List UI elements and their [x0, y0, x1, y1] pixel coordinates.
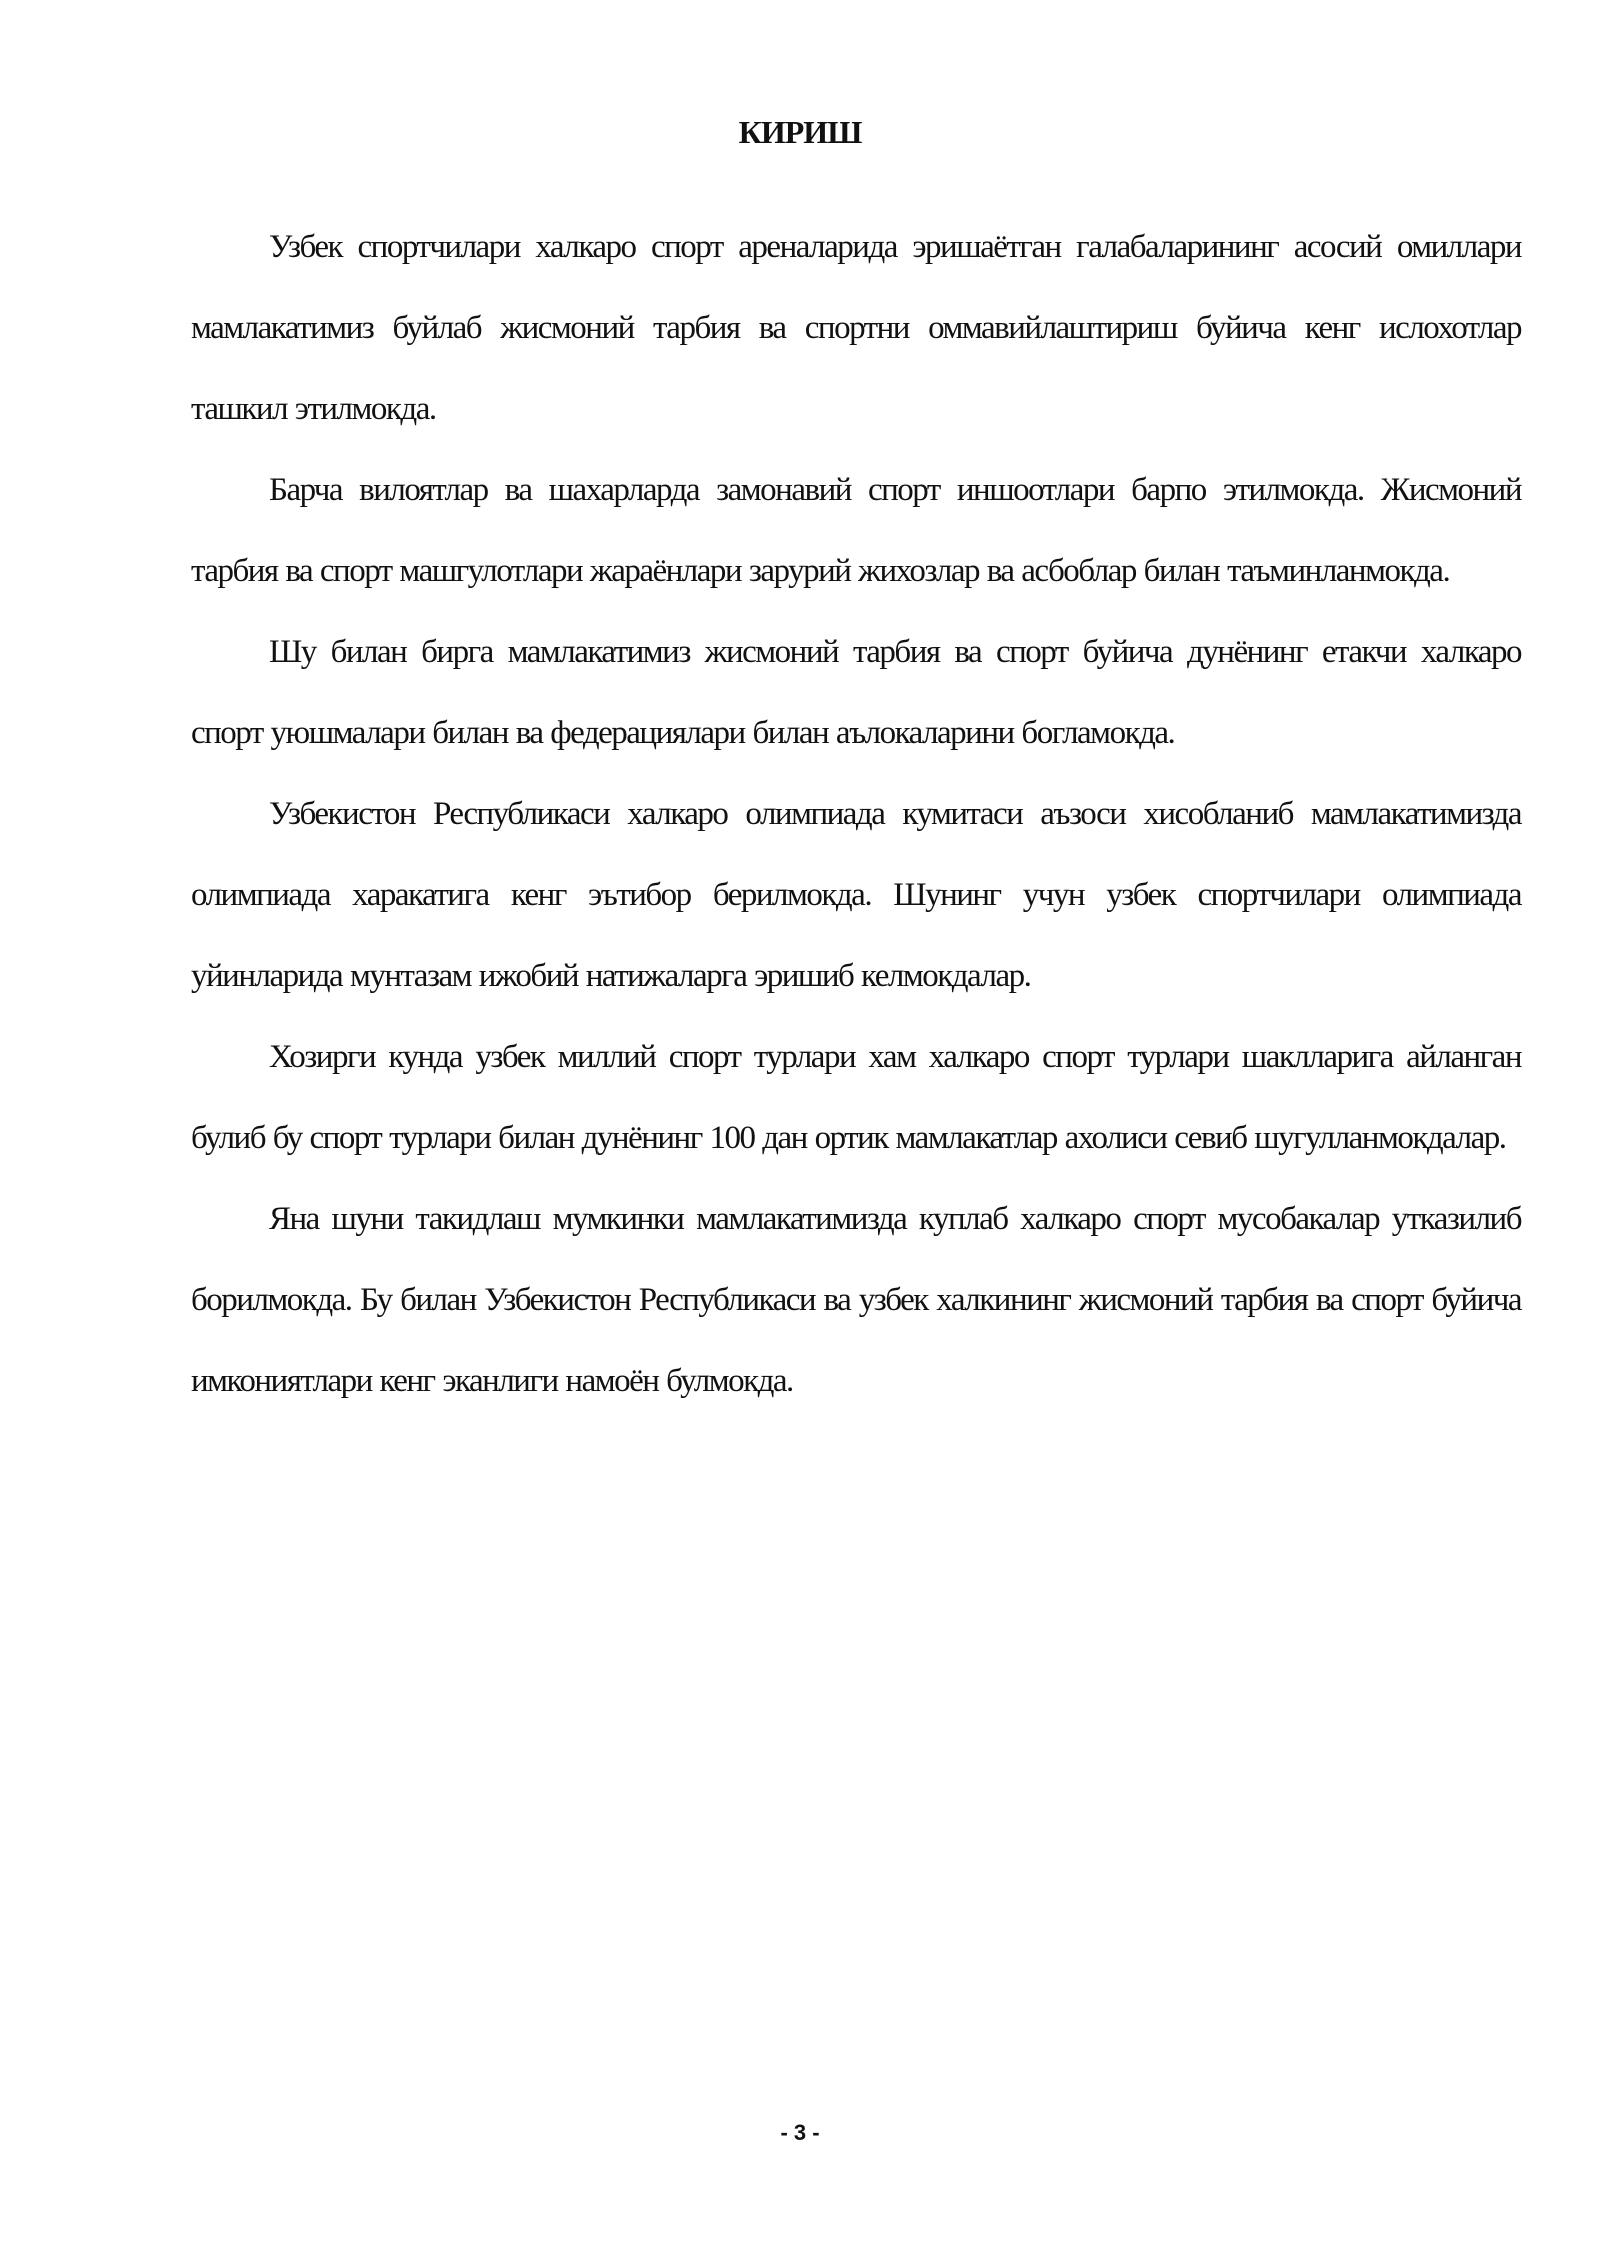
paragraph-5: Хозирги кунда узбек миллий спорт турлари хам халкаро спорт турлари шаклларига айланган булиб бу спорт турлари билан дунёнинг 100 дан ортик мамлакатлар ахолиси севиб шугулланмокдалар. [191, 1039, 1521, 1156]
paragraph-3: Шу билан бирга мамлакатимиз жисмоний тарбия ва спорт буйича дунёнинг етакчи халкаро спорт уюшмалари билан ва федерациялари билан аълокаларини богламокда. [191, 634, 1521, 751]
paragraph-6: Яна шуни такидлаш мумкинки мамлакатимизда куплаб халкаро спорт мусобакалар утказилиб борилмокда. Бу билан Узбекистон Республикаси ва узбек халкининг жисмоний тарбия ва спорт буйича имкониятлари кенг эканлиги намоён булмокда. [191, 1201, 1521, 1399]
document-body [191, 207, 1521, 1422]
page-number: - 3 - [780, 2120, 820, 2145]
paragraph-4: Узбекистон Республикаси халкаро олимпиада кумитаси аъзоси хисобланиб мамлакатимизда олимпиада харакатига кенг эътибор берилмокда. Шунинг учун узбек спортчилари олимпиада уйинларида мунтазам ижобий натижаларга эришиб келмокдалар. [191, 796, 1521, 994]
paragraph-1: Узбек спортчилари халкаро спорт ареналарида эришаётган галабаларининг асосий омиллари мамлакатимиз буйлаб жисмоний тарбия ва спортни оммавийлаштириш буйича кенг ислохотлар ташкил этилмокда. [191, 229, 1521, 427]
paragraph-2: Барча вилоятлар ва шахарларда замонавий спорт иншоотлари барпо этилмокда. Жисмоний тарбия ва спорт машгулотлари жараёнлари зарурий жихозлар ва асбоблар билан таъминланмокда. [191, 472, 1521, 589]
page-title: КИРИШ [738, 114, 862, 150]
